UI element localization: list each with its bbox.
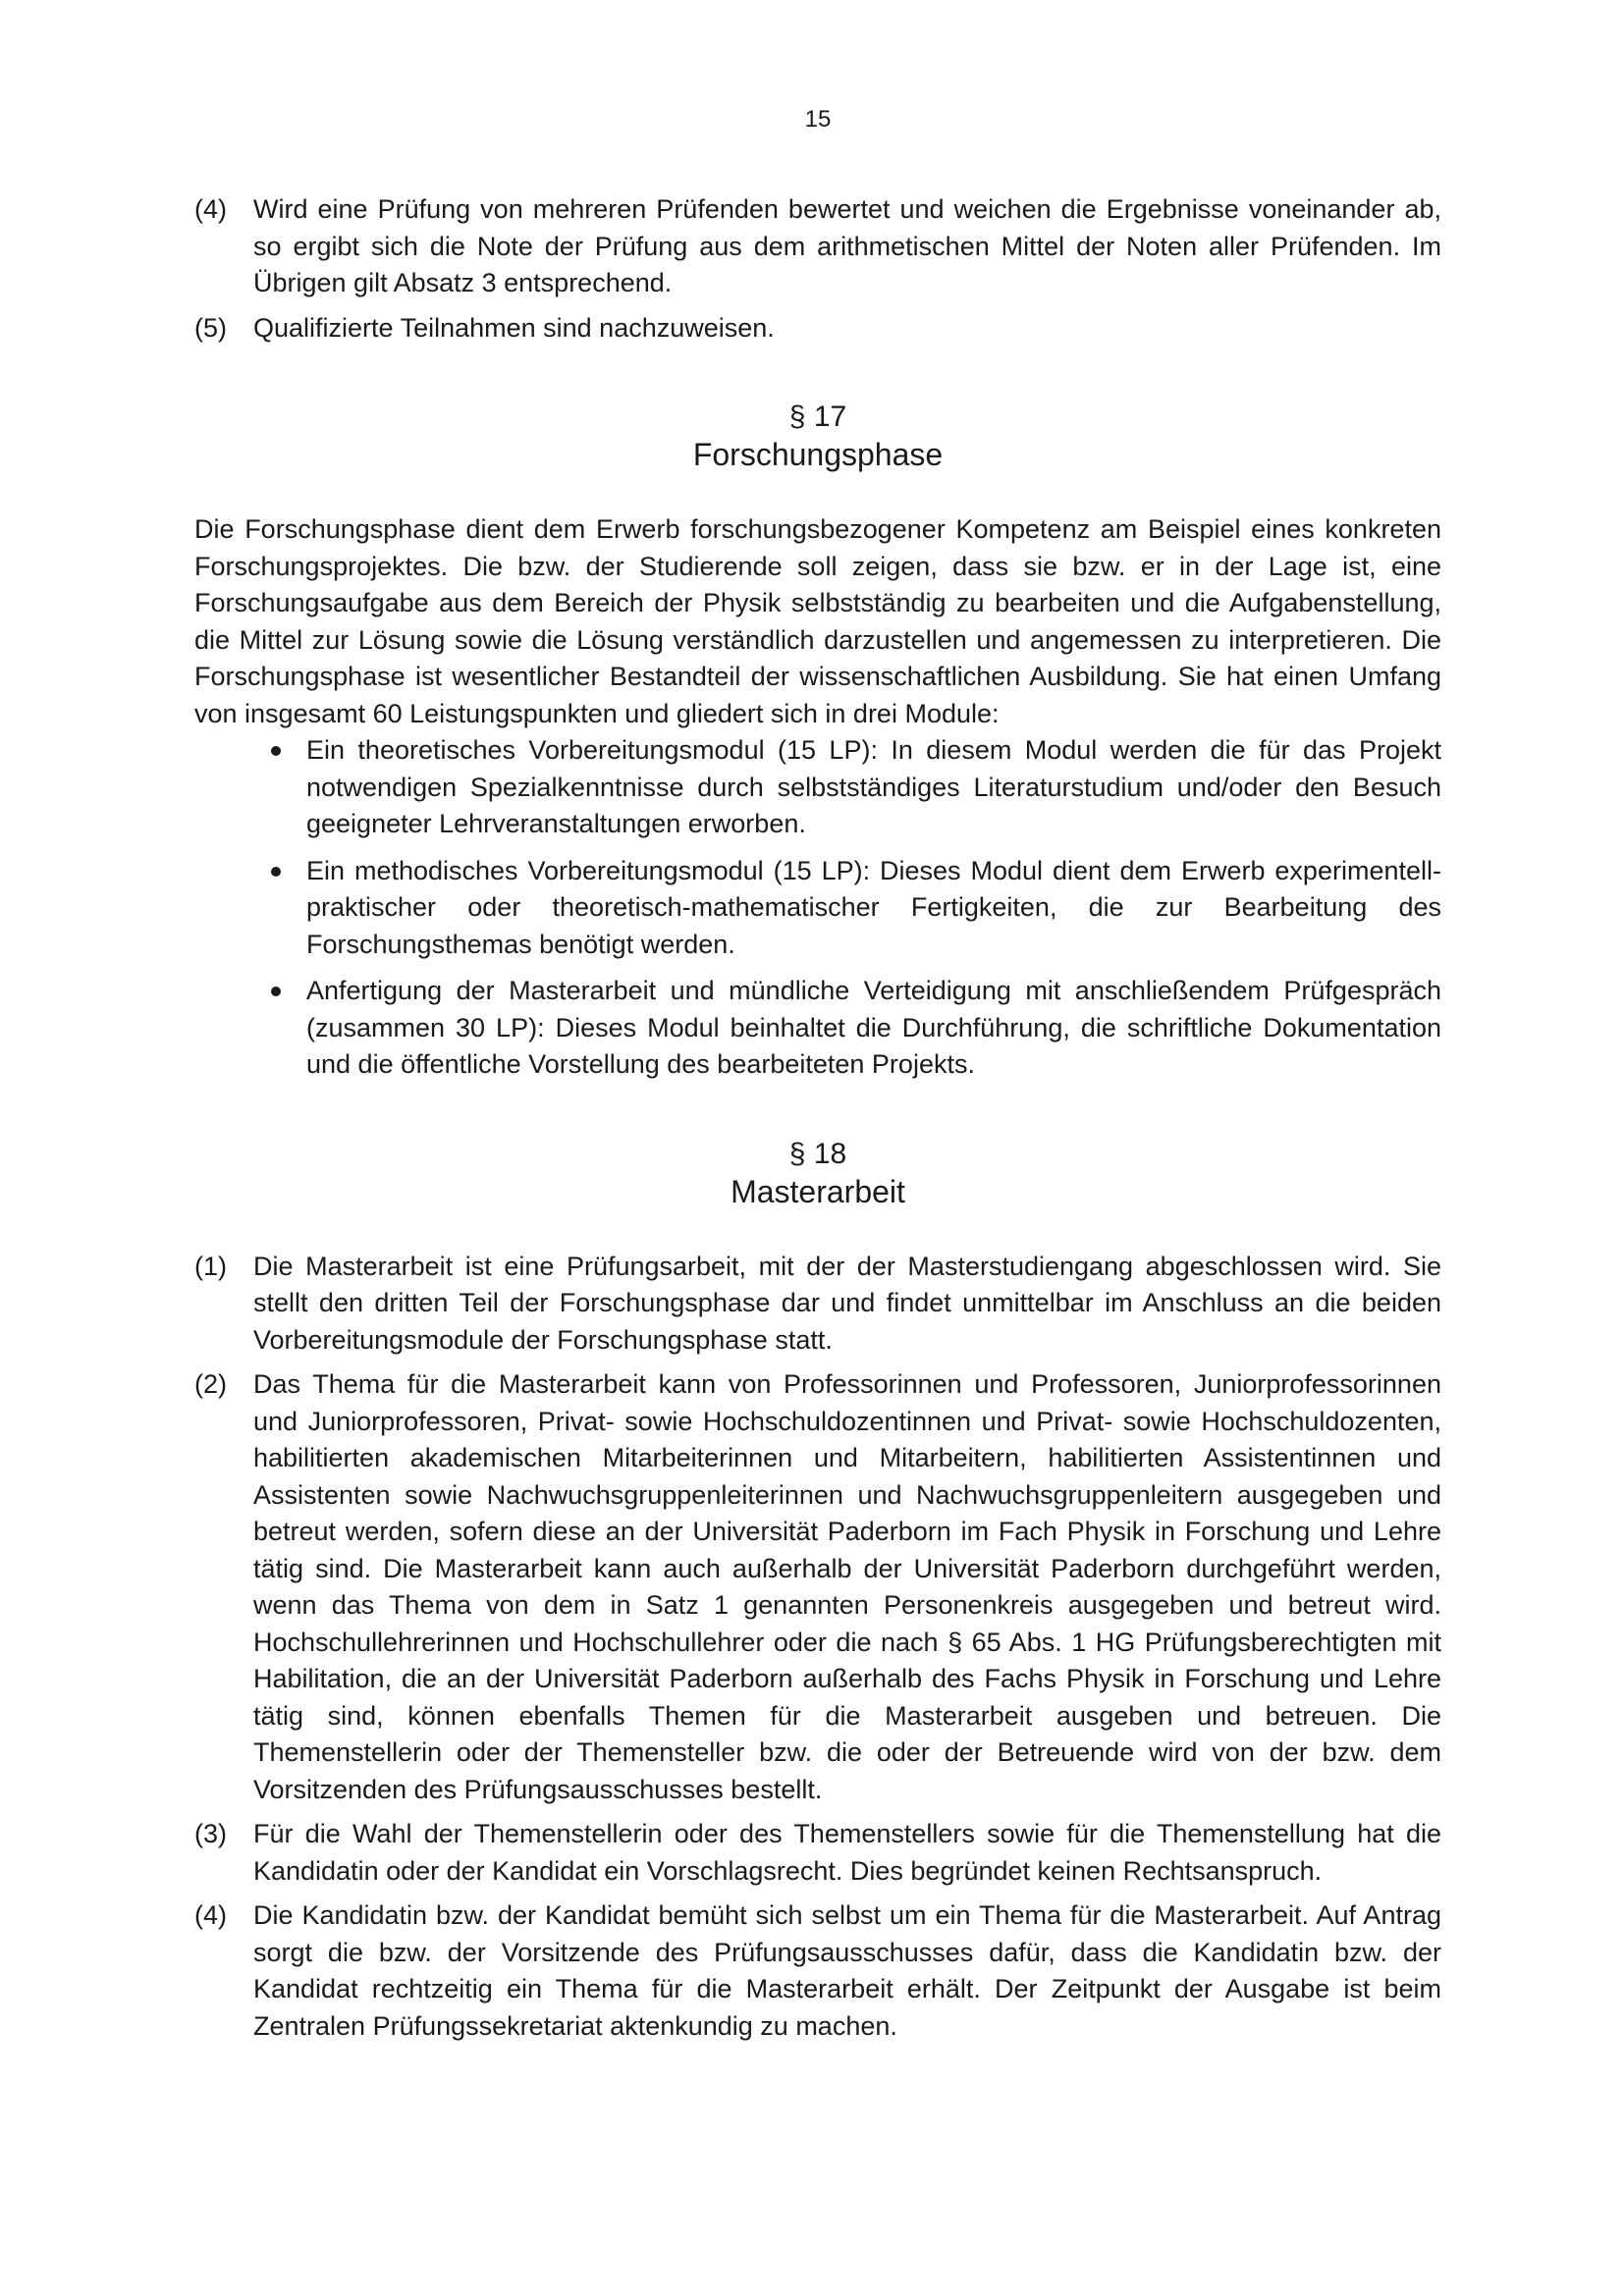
item-number: (4) — [194, 194, 227, 224]
sec18-heading — [194, 1135, 1441, 1211]
item-number: (4) — [194, 1900, 227, 1930]
item-text: Die Kandidatin bzw. der Kandidat bemüht sich selbst um ein Thema für die Masterarbeit. Auf Antrag sorgt die bzw. der Vorsitzende des Prüfungsausschusses dafür, dass die Kandidatin bzw. der Kandidat rechtzeitig ein Thema für die Masterarbeit erhält. Der Zeitpunkt der Ausgabe ist beim Zentralen Prüfungssekretariat aktenkundig zu machen. — [253, 1900, 1441, 2041]
sec18-item-2 — [194, 1366, 1441, 1808]
sec18-number: § 18 — [788, 1137, 847, 1170]
sec17-intro: Die Forschungsphase dient dem Erwerb forschungsbezogener Kompetenz am Beispiel eines konkreten Forschungsprojektes. Die bzw. der Studierende soll zeigen, dass sie bzw. er in der Lage ist, eine Forschungsaufgabe aus dem Bereich der Physik selbstständig zu bearbeiten und die Aufgabenstellung, die Mittel zur Lösung sowie die Lösung verständlich darzustellen und angemessen zu interpretieren. Die Forschungsphase ist wesentlicher Bestandteil der wissenschaftlichen Ausbildung. Sie hat einen Umfang von insgesamt 60 Leistungspunkten und gliedert sich in drei Module: — [194, 514, 1441, 728]
bullet-icon — [271, 867, 281, 877]
sec18-item-1 — [194, 1249, 1441, 1360]
item-number: (2) — [194, 1369, 227, 1399]
item-number: (1) — [194, 1251, 227, 1281]
sec17-title: Forschungsphase — [692, 437, 944, 472]
page-number: 15 — [804, 106, 832, 133]
list-item-text: Ein methodisches Vorbereitungsmodul (15 LP): Dieses Modul dient dem Erwerb experimentell-praktischer oder theoretisch-mathematischer Fertigkeiten, die zur Bearbeitung des Forschungsthemas benötigt werden. — [306, 855, 1441, 959]
list-item — [194, 732, 1441, 843]
sec17-heading — [194, 398, 1441, 474]
sec17-module-list — [194, 732, 1441, 1084]
bullet-icon — [271, 746, 281, 756]
list-item-text: Ein theoretisches Vorbereitungsmodul (15 LP): In diesem Modul werden die für das Projekt notwendigen Spezialkenntnisse durch selbstständiges Literaturstudium und/oder den Besuch geeigneter Lehrveranstaltungen erworben. — [306, 735, 1441, 838]
list-item-text: Anfertigung der Masterarbeit und mündliche Verteidigung mit anschließendem Prüfgespräch (zusammen 30 LP): Dieses Modul beinhaltet die Durchführung, die schriftliche Dokumentation und die öffentliche Vorstellung des bearbeiteten Projekts. — [306, 976, 1441, 1079]
item-text: Die Masterarbeit ist eine Prüfungsarbeit, mit der der Masterstudiengang abgeschlossen wird. Sie stellt den dritten Teil der Forschungsphase dar und findet unmittelbar im Anschluss an die beiden Vorbereitungsmodule der Forschungsphase statt. — [253, 1251, 1441, 1355]
list-item — [194, 973, 1441, 1084]
item-number: (3) — [194, 1819, 227, 1848]
page-content — [194, 191, 1441, 2053]
sec16-item-5 — [194, 310, 1441, 347]
sec16-item-4 — [194, 191, 1441, 302]
item-number: (5) — [194, 312, 227, 343]
sec18-item-3 — [194, 1816, 1441, 1890]
bullet-icon — [271, 987, 281, 996]
item-text: Für die Wahl der Themenstellerin oder des Themenstellers sowie für die Themenstellung hat die Kandidatin oder der Kandidat ein Vorschlagsrecht. Dies begründet keinen Rechtsanspruch. — [253, 1819, 1441, 1886]
item-text: Qualifizierte Teilnahmen sind nachzuweisen. — [253, 312, 775, 343]
list-item — [194, 853, 1441, 964]
sec18-item-4 — [194, 1897, 1441, 2045]
item-text: Das Thema für die Masterarbeit kann von Professorinnen und Professoren, Juniorprofessorinnen und Juniorprofessoren, Privat- sowie Hochschuldozentinnen und Privat- sowie Hochschuldozenten, habilitierten akademischen Mitarbeiterinnen und Mitarbeitern, habilitierten Assistentinnen und Assistenten sowie Nachwuchsgruppenleiterinnen und Nachwuchsgruppenleitern ausgegeben und betreut werden, sofern diese an der Universität Paderborn im Fach Physik in Forschung und Lehre tätig sind. Die Masterarbeit kann auch außerhalb der Universität Paderborn durchgeführt werden, wenn das Thema von dem in Satz 1 genannten Personenkreis ausgegeben und betreut wird. Hochschullehrerinnen und Hochschullehrer oder die nach § 65 Abs. 1 HG Prüfungsberechtigten mit Habilitation, die an der Universität Paderborn außerhalb des Fachs Physik in Forschung und Lehre tätig sind, können ebenfalls Themen für die Masterarbeit ausgeben und betreuen. Die Themenstellerin oder der Themensteller bzw. die oder der Betreuende wird von der bzw. dem Vorsitzenden des Prüfungsausschusses bestellt. — [253, 1369, 1441, 1804]
item-text: Wird eine Prüfung von mehreren Prüfenden bewertet und weichen die Ergebnisse voneinander ab, so ergibt sich die Note der Prüfung aus dem arithmetischen Mittel der Noten aller Prüfenden. Im Übrigen gilt Absatz 3 entsprechend. — [253, 194, 1441, 297]
sec17-number: § 17 — [788, 400, 847, 433]
sec18-title: Masterarbeit — [731, 1173, 905, 1209]
